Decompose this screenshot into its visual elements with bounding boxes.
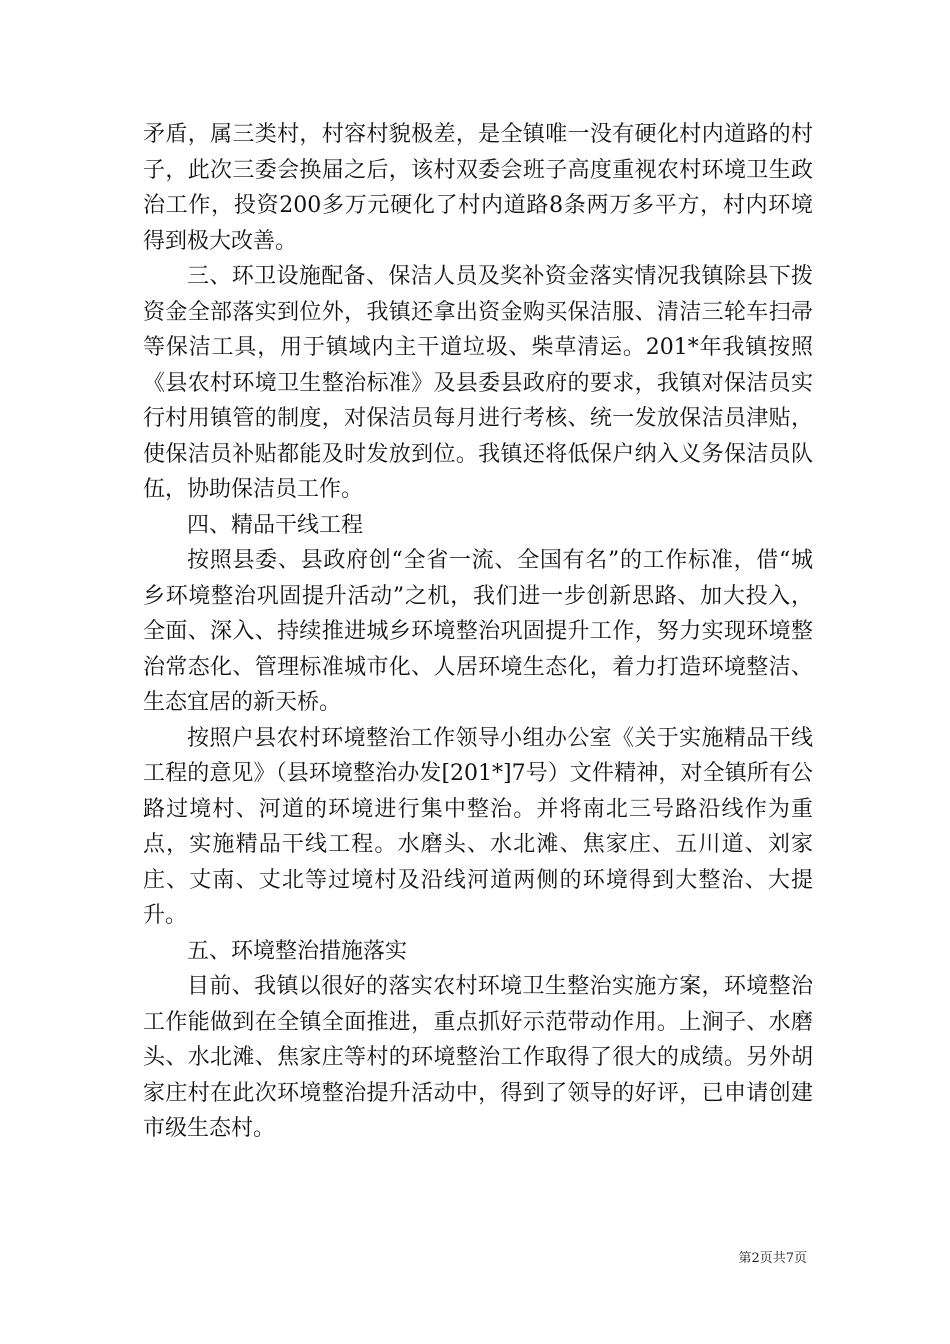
- page-number: 第2页共7页: [738, 1251, 807, 1266]
- document-body: [143, 117, 813, 1147]
- heading-section-five: 五、环境整治措施落实: [187, 938, 408, 964]
- paragraph-section-four-intro: 按照县委、县政府创“全省一流、全国有名”的工作标准，借“城乡环境整治巩固提升活动”之机，我们进一步创新思路、加大投入，全面、深入、持续推进城乡环境整治巩固提升工作，努力实现环境整治常态化、管理标准城市化、人居环境生态化，着力打造环境整洁、生态宜居的新天桥。: [143, 548, 813, 715]
- paragraph-continuation: 矛盾，属三类村，村容村貌极差，是全镇唯一没有硬化村内道路的村子，此次三委会换届之后，该村双委会班子高度重视农村环境卫生政治工作，投资200多万元硬化了村内道路8条两万多平方，村内环境得到极大改善。: [143, 122, 813, 254]
- paragraph-section-five: 目前、我镇以很好的落实农村环境卫生整治实施方案，环境整治工作能做到在全镇全面推进，重点抓好示范带动作用。上涧子、水磨头、水北滩、焦家庄等村的环境整治工作取得了很大的成绩。另外胡家庄村在此次环境整治提升活动中，得到了领导的好评，已申请创建市级生态村。: [143, 974, 813, 1141]
- paragraph-section-three: 三、环卫设施配备、保洁人员及奖补资金落实情况我镇除县下拨资金全部落实到位外，我镇还拿出资金购买保洁服、清洁三轮车扫帚等保洁工具，用于镇域内主干道垃圾、柴草清运。201*年我镇按照《县农村环境卫生整治标准》及县委县政府的要求，我镇对保洁员实行村用镇管的制度，对保洁员每月进行考核、统一发放保洁员津贴，使保洁员补贴都能及时发放到位。我镇还将低保户纳入义务保洁员队伍，协助保洁员工作。: [143, 264, 813, 502]
- heading-section-four: 四、精品干线工程: [187, 512, 364, 538]
- paragraph-section-four-detail: 按照户县农村环境整治工作领导小组办公室《关于实施精品干线工程的意见》（县环境整治办发[201*]7号）文件精神，对全镇所有公路过境村、河道的环境进行集中整治。并将南北三号路沿线作为重点，实施精品干线工程。水磨头、水北滩、焦家庄、五川道、刘家庄、丈南、丈北等过境村及沿线河道两侧的环境得到大整治、大提升。: [143, 725, 813, 928]
